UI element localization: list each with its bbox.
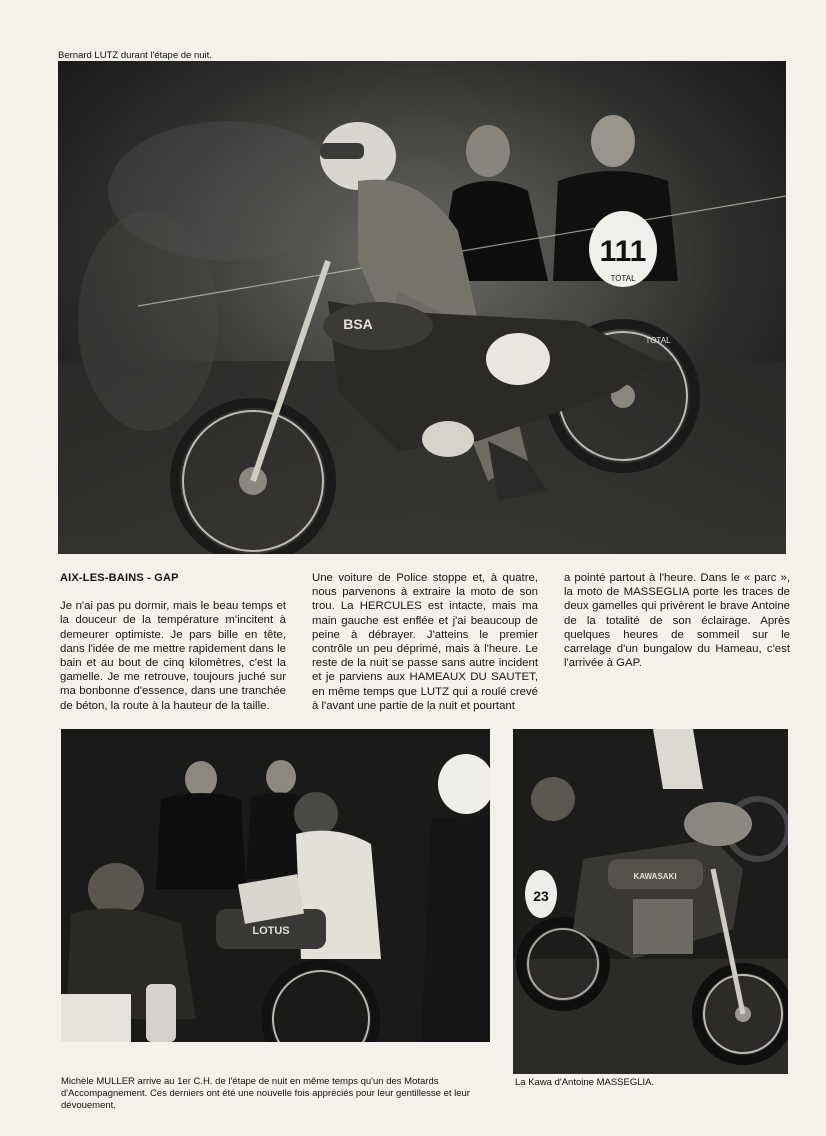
motorcycle-night-image <box>58 61 786 554</box>
article-column-3 <box>564 571 790 670</box>
bottom-right-race-number: 23 <box>533 888 549 904</box>
article-paragraph-2: Une voiture de Police stoppe et, à quatre, nous parvenons à extraire la moto de son trou. La HERCULES est intacte, mais ma main gauche est enflée et j'ai beaucoup de peine à débrayer. J'atteins le premier contrôle un peu déprimé, mais à l'heure. Le reste de la nuit se passe sans autre incident et je parviens aux HAMEAUX DU SAUTET, en même temps que LUTZ qui a roulé crevé à l'avant une partie de la nuit et pourtant <box>312 572 538 712</box>
race-number: 111 <box>599 235 647 268</box>
article-paragraph-3: a pointé partout à l'heure. Dans le « parc », la moto de MASSEGLIA porte les traces de deux gamelles qui privèrent le brave Antoine de la totalité de son éclairage. Après quelques heures de sommeil sur le carrelage d'un bungalow du Hameau, c'est l'arrivée à GAP. <box>564 572 790 670</box>
top-photo <box>58 61 786 554</box>
bottom-left-tank-label: LOTUS <box>252 925 290 937</box>
plate-sponsor: TOTAL <box>610 274 636 283</box>
tank-label: BSA <box>343 316 373 332</box>
control-point-image <box>61 729 490 1042</box>
article-heading: AIX-LES-BAINS - GAP <box>60 572 179 584</box>
article-column-2 <box>312 571 538 713</box>
bottom-right-caption: La Kawa d'Antoine MASSEGLIA. <box>515 1077 655 1088</box>
bottom-left-caption: Michèle MULLER arrive au 1er C.H. de l'étape de nuit en même temps qu'un des Motards d'Accompagnement. Ces derniers ont été une nouvelle fois appréciés pour leur gentillesse et leur dévouement. <box>61 1076 470 1111</box>
bottom-left-photo <box>61 729 490 1042</box>
top-photo-caption: Bernard LUTZ durant l'étape de nuit. <box>58 50 212 61</box>
article-column-1 <box>60 571 286 713</box>
kawasaki-image <box>513 729 788 1074</box>
side-label: TOTAL <box>645 336 671 345</box>
bottom-right-tank-label: KAWASAKI <box>633 872 677 881</box>
article-paragraph-1: Je n'ai pas pu dormir, mais le beau temps et la douceur de la température m'incitent à demeurer optimiste. Je pars bille en tête, dans l'idée de me mettre rapidement dans le bain et au bout de cinq kilomètres, c'est la gamelle. Je me retrouve, toujours juché sur ma bonbonne d'essence, dans une tranchée de béton, la route à la hauteur de la taille. <box>60 600 286 712</box>
bottom-right-photo <box>513 729 788 1074</box>
